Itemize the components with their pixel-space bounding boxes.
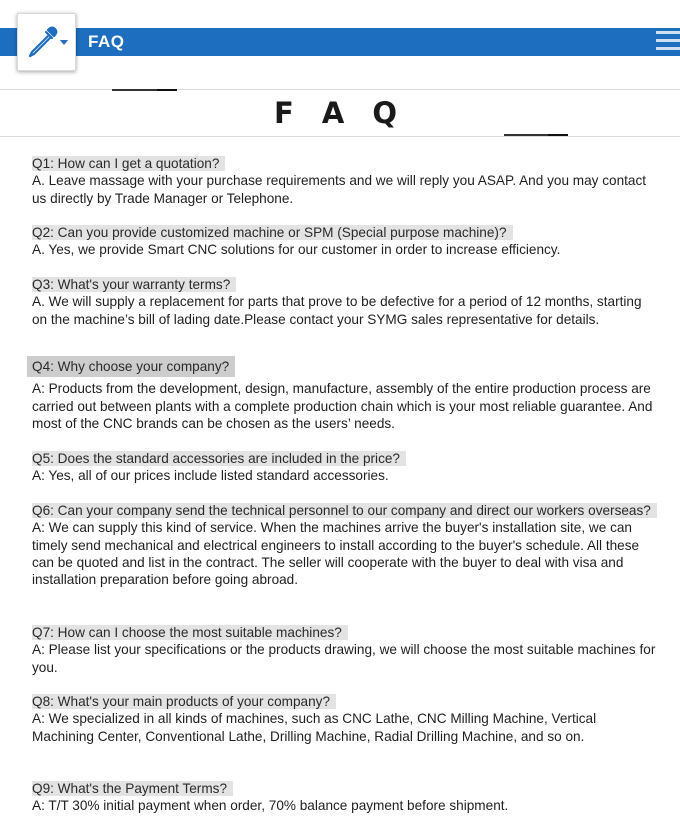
divider-bottom xyxy=(0,136,680,137)
faq-question: Q8: What's your main products of your company? xyxy=(32,694,336,709)
dropper-icon xyxy=(26,26,70,60)
faq-item-4 xyxy=(32,358,660,432)
faq-answer: A: We can supply this kind of service. When the machines arrive the buyer's installation site, we can timely send mechanical and electrical engineers to install according to the buyer's schedule. All these can be quoted and list in the contract. The seller will cooperate with the buyer to deal with visa and installation preparation before going abroad. xyxy=(32,520,640,588)
faq-question: Q5: Does the standard accessories are included in the price? xyxy=(32,451,406,466)
faq-question: Q6: Can your company send the technical personnel to our company and direct our workers overseas? xyxy=(32,503,657,518)
faq-question: Q1: How can I get a quotation? xyxy=(32,156,225,171)
divider-top xyxy=(0,89,680,90)
faq-answer: A. Leave massage with your purchase requirements and we will reply you ASAP. And you may contact us directly by Trade Manager or Telephone. xyxy=(32,173,647,206)
faq-answer: A: Yes, all of our prices include listed standard accessories. xyxy=(32,468,389,484)
faq-answer: A. Yes, we provide Smart CNC solutions for our customer in order to increase efficiency. xyxy=(32,242,561,258)
faq-question: Q3: What's your warranty terms? xyxy=(32,277,236,292)
faq-item-5 xyxy=(32,450,660,485)
faq-question: Q2: Can you provide customized machine or SPM (Special purpose machine)? xyxy=(32,225,513,240)
faq-question: Q9: What's the Payment Terms? xyxy=(32,781,233,796)
faq-item-8 xyxy=(32,693,660,745)
faq-item-3 xyxy=(32,276,660,328)
faq-answer: A: Please list your specifications or the products drawing, we will choose the most suitable machines for you. xyxy=(32,642,656,675)
page-title: F A Q xyxy=(273,96,407,130)
header-title: FAQ xyxy=(88,32,125,51)
faq-item-1 xyxy=(32,155,660,207)
faq-answer: A: Products from the development, design, manufacture, assembly of the entire production process are carried out between plants with a complete production chain which is your most reliable guarantee. And most of the CNC brands can be chosen as the users’ needs. xyxy=(32,381,653,431)
faq-answer: A: T/T 30% initial payment when order, 70% balance payment before shipment. xyxy=(32,798,509,814)
faq-item-7 xyxy=(32,624,660,676)
title-accent-left xyxy=(112,89,177,91)
faq-item-6 xyxy=(32,502,660,588)
faq-question: Q7: How can I choose the most suitable machines? xyxy=(32,625,348,640)
faq-answer: A: We specialized in all kinds of machines, such as CNC Lathe, CNC Milling Machine, Vertical Machining Center, Conventional Lathe, Drilling Machine, Radial Drilling Machine, and so on. xyxy=(32,711,597,744)
faq-item-2 xyxy=(32,224,660,259)
header-bar xyxy=(0,28,680,56)
faq-answer: A. We will supply a replacement for parts that prove to be defective for a period of 12 months, starting on the machine’s bill of lading date.Please contact your SYMG sales representative for details. xyxy=(32,294,642,327)
faq-item-9 xyxy=(32,780,660,815)
logo-button[interactable] xyxy=(17,13,76,71)
faq-question: Q4: Why choose your company? xyxy=(27,356,235,377)
hamburger-menu-icon[interactable] xyxy=(656,31,680,53)
